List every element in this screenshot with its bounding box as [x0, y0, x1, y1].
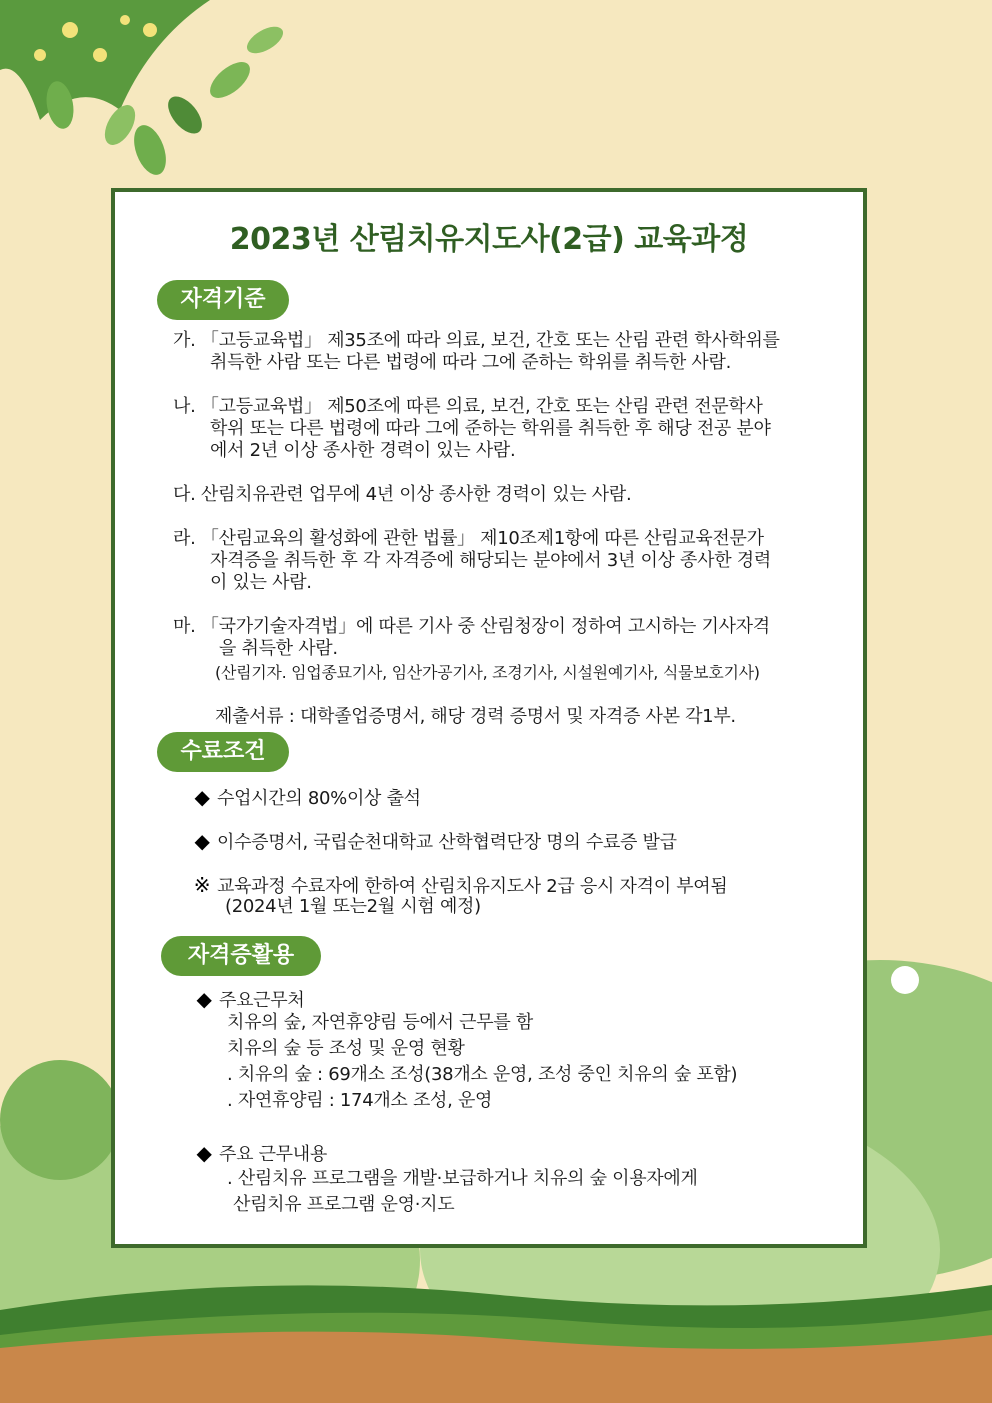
usage-workplace-title-text: 주요근무처	[219, 990, 305, 1011]
section-heading-usage: 자격증활용	[161, 936, 321, 976]
usage-duties-title-text: 주요 근무내용	[219, 1144, 327, 1165]
completion-note-line-2: (2024년 1월 또는2월 시험 예정)	[225, 896, 481, 917]
completion-note-line-1: 교육과정 수료자에 한하여 산림치유지도사 2급 응시 자격이 부여됨	[217, 876, 728, 897]
qualification-item-4-line-1: 라. 「산림교육의 활성화에 관한 법률」 제10조제1항에 따른 산림교육전문가	[173, 528, 764, 549]
usage-duties-title	[195, 1142, 327, 1166]
qualification-item-4-line-2: 자격증을 취득한 후 각 자격증에 해당되는 분야에서 3년 이상 종사한 경력	[210, 550, 771, 571]
qualification-item-2-line-2: 학위 또는 다른 법령에 따라 그에 준하는 학위를 취득한 후 해당 전공 분야	[210, 418, 771, 439]
qualification-item-1-line-1: 가. 「고등교육법」 제35조에 따라 의료, 보건, 간호 또는 산림 관련 학사학위를	[173, 330, 780, 351]
usage-duties-line-2: 산림치유 프로그램 운영·지도	[233, 1194, 455, 1215]
leaves-decoration	[0, 0, 287, 179]
course-card	[111, 188, 867, 1248]
completion-bullet-1-text: 수업시간의 80%이상 출석	[217, 788, 421, 809]
diamond-bullet-icon: ◆	[196, 987, 212, 1011]
diamond-bullet-icon: ◆	[196, 1141, 212, 1165]
usage-workplace-title	[195, 988, 304, 1012]
diamond-bullet-icon: ◆	[194, 785, 210, 809]
submission-documents: 제출서류 : 대학졸업증명서, 해당 경력 증명서 및 자격증 사본 각1부.	[215, 706, 736, 727]
usage-workplace-line-3: . 치유의 숲 : 69개소 조성(38개소 운영, 조성 중인 치유의 숲 포함)	[227, 1064, 738, 1085]
completion-note	[193, 874, 727, 898]
qualification-item-5-line-3: (산림기자. 임업종묘기사, 임산가공기사, 조경기사, 시설원예기사, 식물보호기사)	[215, 663, 760, 682]
section-heading-completion: 수료조건	[157, 732, 289, 772]
section-heading-qualification: 자격기준	[157, 280, 289, 320]
qualification-item-2-line-3: 에서 2년 이상 종사한 경력이 있는 사람.	[210, 440, 516, 461]
diamond-bullet-icon: ◆	[194, 829, 210, 853]
qualification-item-2-line-1: 나. 「고등교육법」 제50조에 따른 의료, 보건, 간호 또는 산림 관련 전문학사	[173, 396, 763, 417]
reference-mark-icon: ※	[193, 873, 211, 897]
usage-workplace-line-2: 치유의 숲 등 조성 및 운영 현황	[227, 1038, 465, 1059]
page-title: 2023년 산림치유지도사(2급) 교육과정	[229, 222, 749, 257]
qualification-item-3-line-1: 다. 산림치유관련 업무에 4년 이상 종사한 경력이 있는 사람.	[173, 484, 632, 505]
qualification-item-5-line-1: 마. 「국가기술자격법」에 따른 기사 중 산림청장이 정하여 고시하는 기사자격	[173, 616, 770, 637]
completion-bullet-2-text: 이수증명서, 국립순천대학교 산학협력단장 명의 수료증 발급	[217, 832, 677, 853]
qualification-item-1-line-2: 취득한 사람 또는 다른 법령에 따라 그에 준하는 학위를 취득한 사람.	[210, 352, 732, 373]
completion-bullet-2	[193, 830, 677, 854]
completion-bullet-1	[193, 786, 421, 810]
usage-workplace-line-4: . 자연휴양림 : 174개소 조성, 운영	[227, 1090, 493, 1111]
qualification-item-4-line-3: 이 있는 사람.	[210, 572, 312, 593]
usage-duties-line-1: . 산림치유 프로그램을 개발·보급하거나 치유의 숲 이용자에게	[227, 1168, 698, 1189]
qualification-item-5-line-2: 을 취득한 사람.	[219, 638, 338, 659]
usage-workplace-line-1: 치유의 숲, 자연휴양림 등에서 근무를 함	[227, 1012, 533, 1033]
